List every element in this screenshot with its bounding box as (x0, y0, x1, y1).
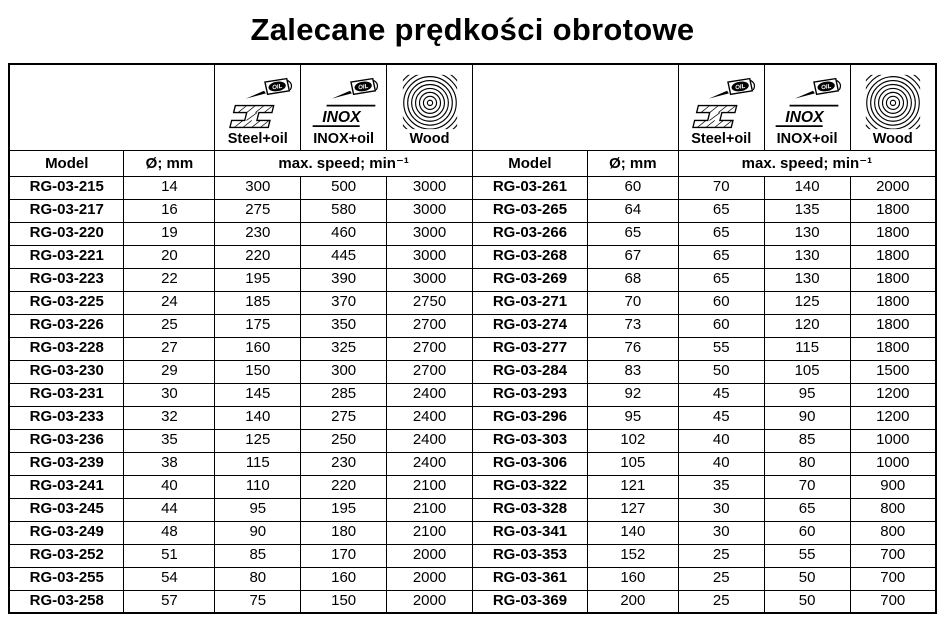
left-wood-speed-cell: 3000 (387, 222, 473, 245)
left-model-cell: RG-03-220 (9, 222, 124, 245)
right-wood-speed-cell: 1000 (850, 452, 936, 475)
table-header (9, 64, 936, 176)
right-inox-speed-cell: 125 (764, 291, 850, 314)
right-inox-speed-cell: 50 (764, 567, 850, 590)
right-inox-speed-cell: 60 (764, 521, 850, 544)
right-steel-speed-cell: 45 (678, 383, 764, 406)
diameter-column-label: Ø; mm (587, 150, 678, 176)
right-steel-speed-cell: 65 (678, 268, 764, 291)
right-wood-speed-cell: 1800 (850, 337, 936, 360)
right-steel-speed-cell: 30 (678, 521, 764, 544)
table-row (9, 291, 936, 314)
right-model-cell: RG-03-296 (472, 406, 587, 429)
speed-table (8, 63, 937, 614)
left-model-cell: RG-03-236 (9, 429, 124, 452)
left-inox-speed-cell: 180 (301, 521, 387, 544)
left-model-cell: RG-03-252 (9, 544, 124, 567)
wood-column-header (387, 64, 473, 150)
max-speed-column-label: max. speed; min⁻¹ (678, 150, 936, 176)
table-row (9, 498, 936, 521)
right-inox-speed-cell: 130 (764, 245, 850, 268)
left-diameter-cell: 19 (124, 222, 215, 245)
right-wood-speed-cell: 2000 (850, 176, 936, 199)
right-model-cell: RG-03-293 (472, 383, 587, 406)
left-wood-speed-cell: 3000 (387, 199, 473, 222)
right-inox-speed-cell: 65 (764, 498, 850, 521)
right-model-cell: RG-03-369 (472, 590, 587, 613)
model-column-label: Model (472, 150, 587, 176)
right-wood-speed-cell: 1800 (850, 245, 936, 268)
left-model-cell: RG-03-245 (9, 498, 124, 521)
oil-can-icon (331, 78, 377, 98)
right-inox-speed-cell: 70 (764, 475, 850, 498)
blank-header-cell (9, 64, 215, 150)
left-diameter-cell: 27 (124, 337, 215, 360)
diameter-column-label: Ø; mm (124, 150, 215, 176)
left-wood-speed-cell: 2100 (387, 475, 473, 498)
left-model-cell: RG-03-241 (9, 475, 124, 498)
left-steel-speed-cell: 230 (215, 222, 301, 245)
left-steel-speed-cell: 85 (215, 544, 301, 567)
table-row (9, 429, 936, 452)
left-diameter-cell: 14 (124, 176, 215, 199)
left-wood-speed-cell: 2000 (387, 590, 473, 613)
right-wood-speed-cell: 700 (850, 590, 936, 613)
left-inox-speed-cell: 160 (301, 567, 387, 590)
table-row (9, 222, 936, 245)
left-wood-speed-cell: 3000 (387, 176, 473, 199)
left-inox-speed-cell: 370 (301, 291, 387, 314)
right-diameter-cell: 92 (587, 383, 678, 406)
left-inox-speed-cell: 250 (301, 429, 387, 452)
table-row (9, 406, 936, 429)
right-model-cell: RG-03-265 (472, 199, 587, 222)
left-model-cell: RG-03-231 (9, 383, 124, 406)
table-row (9, 544, 936, 567)
model-column-label: Model (9, 150, 124, 176)
steel-beam-oil-icon (220, 76, 296, 130)
left-diameter-cell: 32 (124, 406, 215, 429)
material-label-inox: INOX+oil (313, 130, 375, 147)
right-model-cell: RG-03-341 (472, 521, 587, 544)
right-steel-speed-cell: 60 (678, 314, 764, 337)
table-row (9, 268, 936, 291)
right-diameter-cell: 68 (587, 268, 678, 291)
right-steel-speed-cell: 25 (678, 544, 764, 567)
inox-oil-column-header (301, 64, 387, 150)
left-steel-speed-cell: 150 (215, 360, 301, 383)
right-wood-speed-cell: 1000 (850, 429, 936, 452)
right-inox-speed-cell: 105 (764, 360, 850, 383)
left-inox-speed-cell: 325 (301, 337, 387, 360)
left-diameter-cell: 54 (124, 567, 215, 590)
left-inox-speed-cell: 150 (301, 590, 387, 613)
left-steel-speed-cell: 115 (215, 452, 301, 475)
left-steel-speed-cell: 90 (215, 521, 301, 544)
left-diameter-cell: 51 (124, 544, 215, 567)
left-model-cell: RG-03-221 (9, 245, 124, 268)
steel-beam-icon (230, 105, 274, 127)
material-label-steel: Steel+oil (227, 130, 288, 147)
right-diameter-cell: 83 (587, 360, 678, 383)
left-diameter-cell: 57 (124, 590, 215, 613)
right-diameter-cell: 102 (587, 429, 678, 452)
oil-can-icon (246, 78, 292, 98)
left-wood-speed-cell: 2000 (387, 544, 473, 567)
left-inox-speed-cell: 390 (301, 268, 387, 291)
left-model-cell: RG-03-239 (9, 452, 124, 475)
left-steel-speed-cell: 220 (215, 245, 301, 268)
left-model-cell: RG-03-223 (9, 268, 124, 291)
right-inox-speed-cell: 135 (764, 199, 850, 222)
right-inox-speed-cell: 95 (764, 383, 850, 406)
right-wood-speed-cell: 800 (850, 521, 936, 544)
svg-text:OIL: OIL (357, 82, 369, 92)
right-inox-speed-cell: 55 (764, 544, 850, 567)
right-diameter-cell: 64 (587, 199, 678, 222)
left-wood-speed-cell: 2700 (387, 360, 473, 383)
right-steel-speed-cell: 40 (678, 429, 764, 452)
left-diameter-cell: 29 (124, 360, 215, 383)
left-wood-speed-cell: 2000 (387, 567, 473, 590)
left-inox-speed-cell: 300 (301, 360, 387, 383)
material-label-wood: Wood (409, 130, 450, 147)
right-diameter-cell: 65 (587, 222, 678, 245)
left-wood-speed-cell: 2100 (387, 498, 473, 521)
table-row (9, 245, 936, 268)
left-model-cell: RG-03-258 (9, 590, 124, 613)
left-inox-speed-cell: 500 (301, 176, 387, 199)
left-model-cell: RG-03-228 (9, 337, 124, 360)
right-diameter-cell: 60 (587, 176, 678, 199)
right-diameter-cell: 67 (587, 245, 678, 268)
oil-can-icon (795, 78, 841, 98)
right-wood-speed-cell: 1800 (850, 199, 936, 222)
right-wood-speed-cell: 1800 (850, 291, 936, 314)
left-diameter-cell: 16 (124, 199, 215, 222)
right-diameter-cell: 140 (587, 521, 678, 544)
right-steel-speed-cell: 55 (678, 337, 764, 360)
left-steel-speed-cell: 75 (215, 590, 301, 613)
inox-oil-icon (306, 76, 382, 130)
right-inox-speed-cell: 85 (764, 429, 850, 452)
left-steel-speed-cell: 275 (215, 199, 301, 222)
right-inox-speed-cell: 140 (764, 176, 850, 199)
right-inox-speed-cell: 90 (764, 406, 850, 429)
right-model-cell: RG-03-277 (472, 337, 587, 360)
right-diameter-cell: 121 (587, 475, 678, 498)
left-diameter-cell: 48 (124, 521, 215, 544)
table-body (9, 176, 936, 613)
right-diameter-cell: 152 (587, 544, 678, 567)
right-model-cell: RG-03-328 (472, 498, 587, 521)
material-label-inox: INOX+oil (776, 130, 838, 147)
inox-logo (776, 105, 839, 126)
left-inox-speed-cell: 230 (301, 452, 387, 475)
svg-text:OIL: OIL (734, 82, 747, 92)
left-wood-speed-cell: 2100 (387, 521, 473, 544)
wood-column-header (850, 64, 936, 150)
left-wood-speed-cell: 2700 (387, 314, 473, 337)
table-row (9, 590, 936, 613)
left-inox-speed-cell: 195 (301, 498, 387, 521)
right-inox-speed-cell: 120 (764, 314, 850, 337)
left-steel-speed-cell: 95 (215, 498, 301, 521)
right-wood-speed-cell: 1800 (850, 222, 936, 245)
left-steel-speed-cell: 175 (215, 314, 301, 337)
left-diameter-cell: 44 (124, 498, 215, 521)
left-inox-speed-cell: 170 (301, 544, 387, 567)
left-model-cell: RG-03-233 (9, 406, 124, 429)
right-model-cell: RG-03-266 (472, 222, 587, 245)
right-wood-speed-cell: 1800 (850, 314, 936, 337)
left-diameter-cell: 24 (124, 291, 215, 314)
material-label-wood: Wood (872, 130, 913, 147)
left-steel-speed-cell: 140 (215, 406, 301, 429)
left-model-cell: RG-03-255 (9, 567, 124, 590)
right-steel-speed-cell: 35 (678, 475, 764, 498)
right-model-cell: RG-03-353 (472, 544, 587, 567)
left-diameter-cell: 38 (124, 452, 215, 475)
right-model-cell: RG-03-271 (472, 291, 587, 314)
left-wood-speed-cell: 2400 (387, 452, 473, 475)
right-model-cell: RG-03-274 (472, 314, 587, 337)
left-diameter-cell: 20 (124, 245, 215, 268)
left-model-cell: RG-03-249 (9, 521, 124, 544)
right-steel-speed-cell: 30 (678, 498, 764, 521)
right-diameter-cell: 127 (587, 498, 678, 521)
right-diameter-cell: 200 (587, 590, 678, 613)
steel-oil-column-header (678, 64, 764, 150)
left-wood-speed-cell: 2750 (387, 291, 473, 314)
left-diameter-cell: 30 (124, 383, 215, 406)
right-inox-speed-cell: 130 (764, 222, 850, 245)
table-row (9, 314, 936, 337)
right-steel-speed-cell: 65 (678, 199, 764, 222)
right-model-cell: RG-03-269 (472, 268, 587, 291)
material-label-steel: Steel+oil (691, 130, 752, 147)
left-model-cell: RG-03-225 (9, 291, 124, 314)
table-row (9, 176, 936, 199)
right-model-cell: RG-03-306 (472, 452, 587, 475)
table-row (9, 567, 936, 590)
left-steel-speed-cell: 80 (215, 567, 301, 590)
svg-text:OIL: OIL (271, 82, 283, 92)
table-row (9, 337, 936, 360)
wood-grain-icon (864, 74, 922, 130)
right-diameter-cell: 160 (587, 567, 678, 590)
left-wood-speed-cell: 2700 (387, 337, 473, 360)
right-steel-speed-cell: 40 (678, 452, 764, 475)
right-steel-speed-cell: 25 (678, 567, 764, 590)
left-wood-speed-cell: 2400 (387, 429, 473, 452)
left-inox-speed-cell: 285 (301, 383, 387, 406)
right-diameter-cell: 95 (587, 406, 678, 429)
left-inox-speed-cell: 445 (301, 245, 387, 268)
right-diameter-cell: 105 (587, 452, 678, 475)
right-model-cell: RG-03-284 (472, 360, 587, 383)
steel-beam-icon (693, 105, 737, 127)
right-diameter-cell: 76 (587, 337, 678, 360)
wood-grain-icon (401, 74, 459, 130)
left-wood-speed-cell: 2400 (387, 406, 473, 429)
right-inox-speed-cell: 50 (764, 590, 850, 613)
right-wood-speed-cell: 900 (850, 475, 936, 498)
table-row (9, 360, 936, 383)
steel-beam-oil-icon (683, 76, 759, 130)
column-labels-row (9, 150, 936, 176)
left-wood-speed-cell: 3000 (387, 268, 473, 291)
left-inox-speed-cell: 460 (301, 222, 387, 245)
right-model-cell: RG-03-261 (472, 176, 587, 199)
left-model-cell: RG-03-217 (9, 199, 124, 222)
table-row (9, 383, 936, 406)
right-steel-speed-cell: 65 (678, 245, 764, 268)
right-wood-speed-cell: 1200 (850, 406, 936, 429)
right-wood-speed-cell: 1500 (850, 360, 936, 383)
left-diameter-cell: 22 (124, 268, 215, 291)
left-inox-speed-cell: 350 (301, 314, 387, 337)
table-row (9, 452, 936, 475)
right-wood-speed-cell: 700 (850, 544, 936, 567)
right-model-cell: RG-03-303 (472, 429, 587, 452)
svg-text:INOX: INOX (785, 108, 824, 126)
svg-text:INOX: INOX (321, 108, 361, 126)
material-icon-row (9, 64, 936, 150)
left-steel-speed-cell: 195 (215, 268, 301, 291)
right-wood-speed-cell: 1800 (850, 268, 936, 291)
right-wood-speed-cell: 700 (850, 567, 936, 590)
left-steel-speed-cell: 160 (215, 337, 301, 360)
left-diameter-cell: 35 (124, 429, 215, 452)
right-steel-speed-cell: 60 (678, 291, 764, 314)
right-model-cell: RG-03-322 (472, 475, 587, 498)
left-wood-speed-cell: 2400 (387, 383, 473, 406)
left-wood-speed-cell: 3000 (387, 245, 473, 268)
left-steel-speed-cell: 300 (215, 176, 301, 199)
table-row (9, 521, 936, 544)
blank-header-cell (472, 64, 678, 150)
inox-logo (312, 105, 375, 126)
right-steel-speed-cell: 65 (678, 222, 764, 245)
inox-oil-column-header (764, 64, 850, 150)
right-steel-speed-cell: 45 (678, 406, 764, 429)
right-diameter-cell: 73 (587, 314, 678, 337)
left-inox-speed-cell: 275 (301, 406, 387, 429)
left-inox-speed-cell: 220 (301, 475, 387, 498)
right-steel-speed-cell: 70 (678, 176, 764, 199)
right-model-cell: RG-03-268 (472, 245, 587, 268)
steel-oil-column-header (215, 64, 301, 150)
table-row (9, 475, 936, 498)
inox-oil-icon (769, 76, 845, 130)
left-steel-speed-cell: 185 (215, 291, 301, 314)
max-speed-column-label: max. speed; min⁻¹ (215, 150, 473, 176)
left-diameter-cell: 25 (124, 314, 215, 337)
right-diameter-cell: 70 (587, 291, 678, 314)
right-model-cell: RG-03-361 (472, 567, 587, 590)
right-inox-speed-cell: 80 (764, 452, 850, 475)
left-steel-speed-cell: 125 (215, 429, 301, 452)
left-model-cell: RG-03-215 (9, 176, 124, 199)
right-steel-speed-cell: 25 (678, 590, 764, 613)
right-inox-speed-cell: 130 (764, 268, 850, 291)
right-wood-speed-cell: 800 (850, 498, 936, 521)
svg-text:OIL: OIL (820, 82, 832, 92)
right-inox-speed-cell: 115 (764, 337, 850, 360)
left-model-cell: RG-03-226 (9, 314, 124, 337)
left-model-cell: RG-03-230 (9, 360, 124, 383)
left-steel-speed-cell: 110 (215, 475, 301, 498)
left-steel-speed-cell: 145 (215, 383, 301, 406)
right-steel-speed-cell: 50 (678, 360, 764, 383)
page-title: Zalecane prędkości obrotowe (250, 12, 695, 47)
left-inox-speed-cell: 580 (301, 199, 387, 222)
table-row (9, 199, 936, 222)
right-wood-speed-cell: 1200 (850, 383, 936, 406)
left-diameter-cell: 40 (124, 475, 215, 498)
oil-can-icon (709, 78, 755, 98)
